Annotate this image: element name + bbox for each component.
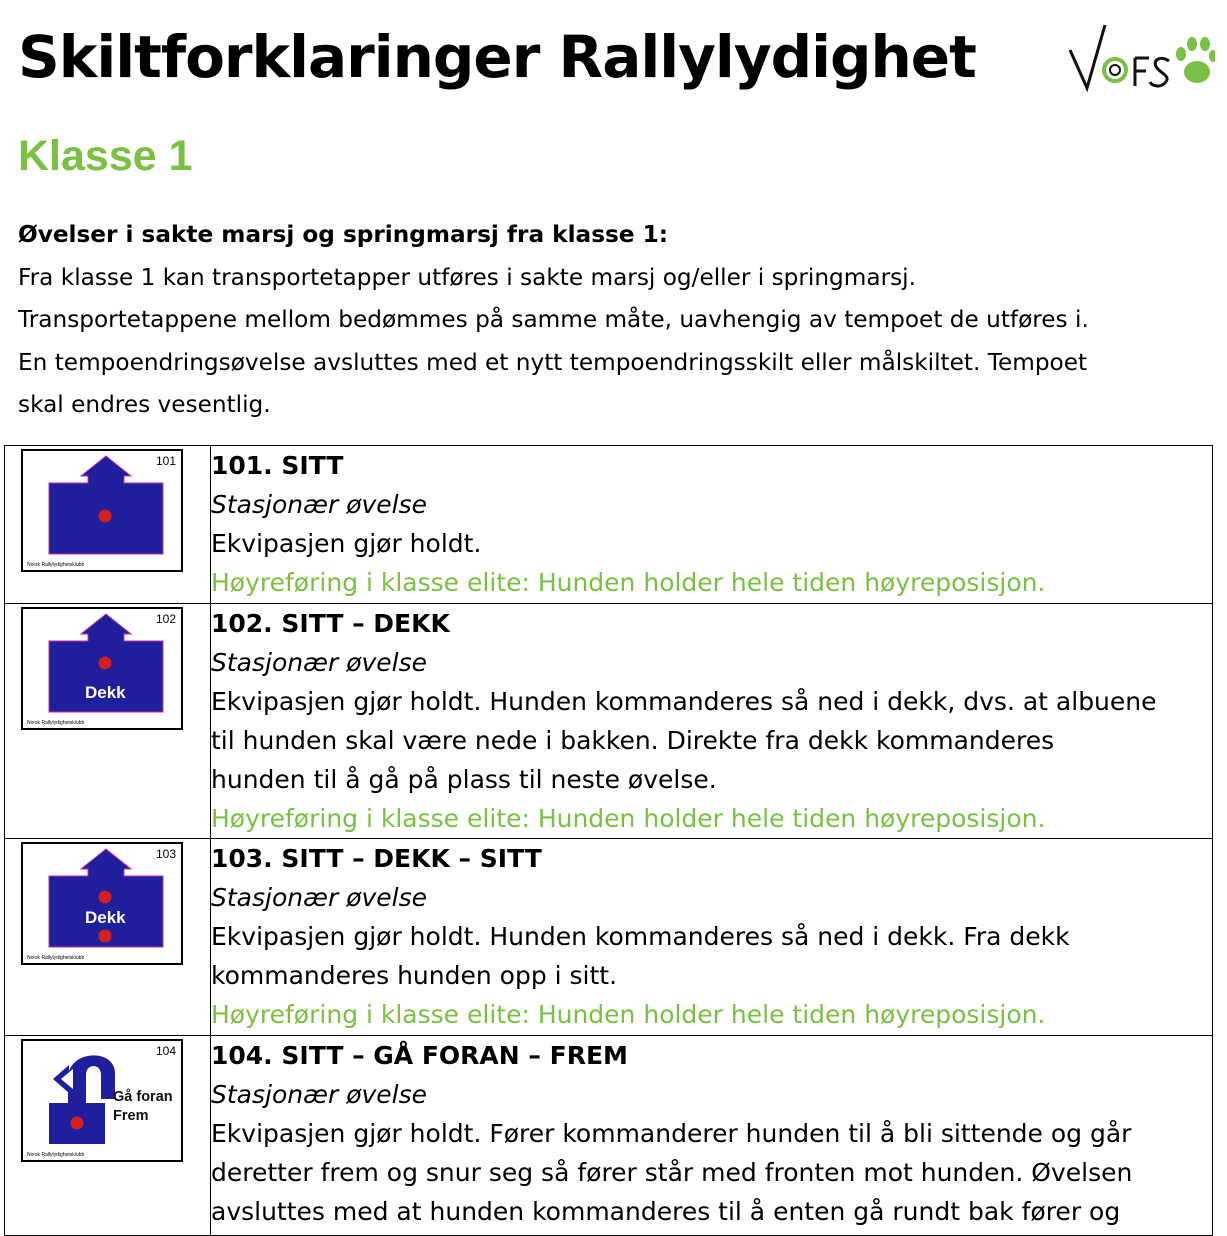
exercise-text-cell <box>211 446 1213 604</box>
sign-word: Dekk <box>85 908 126 927</box>
exercise-description <box>211 682 1212 799</box>
exercise-type: Stasjonær øvelse <box>211 648 428 677</box>
sign-number: 102 <box>155 612 176 626</box>
exercise-text-cell <box>211 1036 1213 1236</box>
description-line: kommanderes hunden opp i sitt. <box>211 961 618 990</box>
vofs-logo <box>1065 20 1215 98</box>
intro-line: Fra klasse 1 kan transportetapper utføres i sakte marsj og/eller i springmarsj. <box>18 263 916 291</box>
sign-club-text: Norsk Rallylydighetsklubb <box>27 955 85 961</box>
sign-club-text: Norsk Rallylydighetsklubb <box>27 562 85 568</box>
sign-cell <box>5 839 211 1036</box>
exercise-text-cell <box>211 839 1213 1036</box>
exercise-elite-note: Høyreføring i klasse elite: Hunden holder hele tiden høyreposisjon. <box>211 804 1046 833</box>
intro-lead: Øvelser i sakte marsj og springmarsj fra klasse 1: <box>18 221 668 248</box>
table-row <box>5 839 1213 1036</box>
exercise-description <box>211 917 1212 995</box>
sign-103-image <box>21 842 183 965</box>
exercise-text-cell <box>211 604 1213 839</box>
sign-cell <box>5 1036 211 1236</box>
exercise-title: 103. SITT – DEKK – SITT <box>211 844 542 873</box>
sign-club-text: Norsk Rallylydighetsklubb <box>27 720 85 726</box>
sign-word: Dekk <box>85 683 126 702</box>
exercise-type: Stasjonær øvelse <box>211 1080 428 1109</box>
sign-104-image <box>21 1039 183 1162</box>
description-line: til hunden skal være nede i bakken. Direkte fra dekk kommanderes <box>211 726 1055 755</box>
intro-text <box>18 214 1223 427</box>
sign-number: 103 <box>155 847 176 861</box>
exercise-description <box>211 1114 1212 1231</box>
exercise-title: 102. SITT – DEKK <box>211 609 450 638</box>
exercise-description <box>211 524 1212 563</box>
sign-102-image <box>21 607 183 730</box>
exercise-title: 101. SITT <box>211 451 344 480</box>
sign-number: 104 <box>155 1044 176 1058</box>
description-line: Ekvipasjen gjør holdt. Fører kommanderer hunden til å bli sittende og går <box>211 1119 1132 1148</box>
intro-line: Transportetappene mellom bedømmes på samme måte, uavhengig av tempoet de utføres i. <box>18 306 1089 333</box>
exercise-elite-note: Høyreføring i klasse elite: Hunden holder hele tiden høyreposisjon. <box>211 568 1046 597</box>
page-title: Skiltforklaringer Rallylydighet <box>18 23 976 91</box>
table-row <box>5 446 1213 604</box>
sign-number: 101 <box>155 454 176 468</box>
exercise-type: Stasjonær øvelse <box>211 883 428 912</box>
section-heading: Klasse 1 <box>18 132 193 180</box>
sign-club-text: Norsk Rallylydighetsklubb <box>27 1152 85 1158</box>
sign-cell <box>5 446 211 604</box>
exercise-elite-note: Høyreføring i klasse elite: Hunden holder hele tiden høyreposisjon. <box>211 1000 1046 1029</box>
sign-word: Frem <box>113 1108 149 1124</box>
description-line: Ekvipasjen gjør holdt. Hunden kommanderes så ned i dekk, dvs. at albuene <box>211 687 1157 716</box>
table-row <box>5 604 1213 839</box>
description-line: hunden til å gå på plass til neste øvelse. <box>211 765 717 794</box>
description-line: Ekvipasjen gjør holdt. Hunden kommanderes så ned i dekk. Fra dekk <box>211 922 1070 951</box>
description-line: deretter frem og snur seg så fører står med fronten mot hunden. Øvelsen <box>211 1158 1133 1187</box>
description-line: avsluttes med at hunden kommanderes til å enten gå rundt bak fører og <box>211 1197 1121 1226</box>
sign-word: Gå foran <box>113 1089 173 1105</box>
signs-table <box>4 445 1213 1236</box>
exercise-title: 104. SITT – GÅ FORAN – FREM <box>211 1041 628 1070</box>
description-line: Ekvipasjen gjør holdt. <box>211 529 482 558</box>
intro-line: En tempoendringsøvelse avsluttes med et nytt tempoendringsskilt eller målskiltet. Tempoet <box>18 348 1088 376</box>
exercise-type: Stasjonær øvelse <box>211 490 428 519</box>
sign-101-image <box>21 449 183 572</box>
sign-cell <box>5 604 211 839</box>
intro-line: skal endres vesentlig. <box>18 391 271 418</box>
table-row <box>5 1036 1213 1236</box>
